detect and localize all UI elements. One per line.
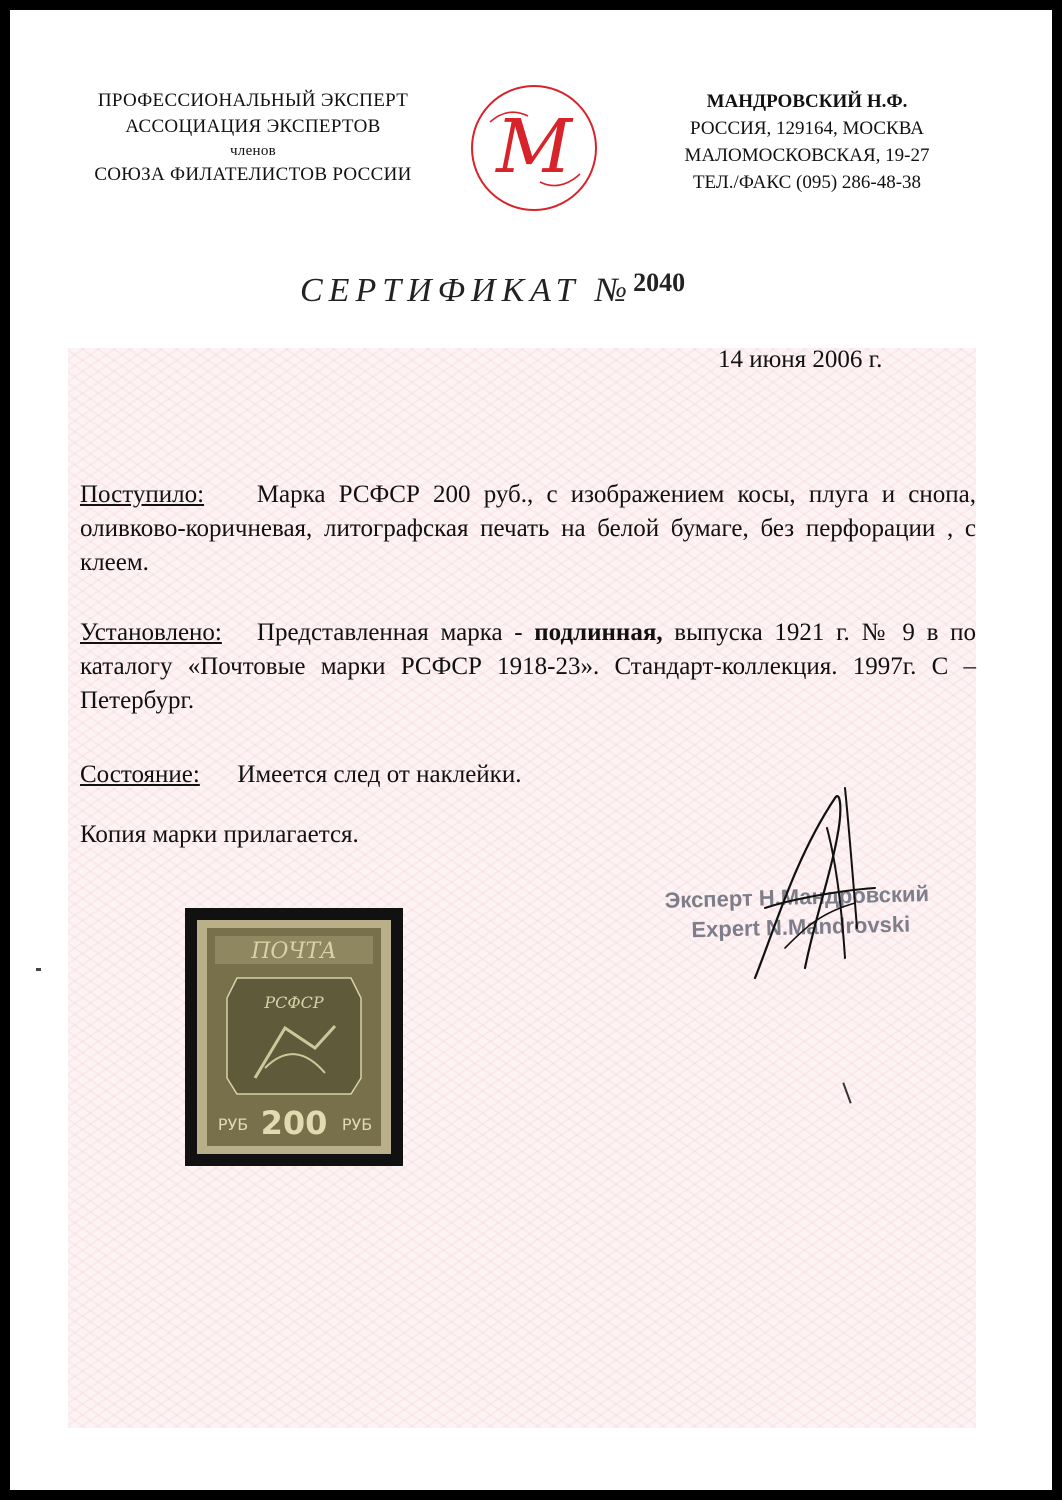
- established-pre: Представленная марка -: [256, 619, 535, 646]
- established-label: Установлено:: [80, 619, 222, 646]
- stamp-monogram: РСФСР: [264, 993, 324, 1012]
- header-right-block: [662, 88, 952, 196]
- received-label: Поступило:: [80, 481, 205, 508]
- stamp-left-text: РУБ: [217, 1115, 249, 1134]
- address-line-1: РОССИЯ, 129164, МОСКВА: [690, 118, 924, 139]
- address-line-2: МАЛОМОСКОВСКАЯ, 19-27: [684, 145, 930, 166]
- certificate-date: 14 июня 2006 г.: [718, 346, 883, 373]
- header-left-line-3: членов: [229, 143, 277, 159]
- established-bold: подлинная,: [534, 619, 663, 646]
- certificate-title: [300, 268, 840, 310]
- header-left-block: [70, 88, 436, 188]
- received-section: [80, 478, 976, 580]
- phone-fax: ТЕЛ./ФАКС (095) 286-48-38: [692, 172, 922, 193]
- stamp-value: 200: [260, 1104, 328, 1142]
- condition-text: Имеется след от наклейки.: [237, 761, 522, 788]
- established-post: выпуска 1921 г. № 9 в по каталогу «Почтовые марки РСФСР 1918-23». Стандарт-коллекция. 1997г. С – Петербург.: [80, 619, 976, 714]
- header-left-line-2: АССОЦИАЦИЯ ЭКСПЕРТОВ: [125, 116, 381, 137]
- received-text: Марка РСФСР 200 руб., с изображением косы, плуга и снопа, оливково-коричневая, литографская печать на белой бумаге, без перфорации , с клеем.: [80, 481, 977, 576]
- stamp-right-text: РУБ: [341, 1115, 373, 1134]
- stamp-line-1: Эксперт Н.Мандровский: [664, 881, 930, 913]
- ink-dot: [36, 968, 41, 971]
- header-left-line-1: ПРОФЕССИОНАЛЬНЫЙ ЭКСПЕРТ: [97, 90, 409, 111]
- handwritten-signature: [745, 778, 885, 988]
- established-section: [80, 616, 976, 718]
- header-left-line-4: СОЮЗА ФИЛАТЕЛИСТОВ РОССИИ: [94, 164, 412, 185]
- logo-letter: M: [496, 104, 572, 190]
- stamp-top-text: ПОЧТА: [251, 939, 337, 964]
- certificate-title-text: СЕРТИФИКАТ №: [300, 272, 634, 309]
- monogram-logo: [468, 82, 600, 214]
- stamp-line-2: Expert N.Mandrovski: [691, 911, 911, 943]
- certificate-page: [10, 10, 1052, 1490]
- condition-label: Состояние:: [80, 761, 200, 788]
- copy-note: Копия марки прилагается.: [80, 821, 359, 848]
- certificate-number: 2040: [633, 268, 686, 297]
- postage-stamp-image: [185, 908, 403, 1166]
- expert-name: МАНДРОВСКИЙ Н.Ф.: [706, 91, 908, 112]
